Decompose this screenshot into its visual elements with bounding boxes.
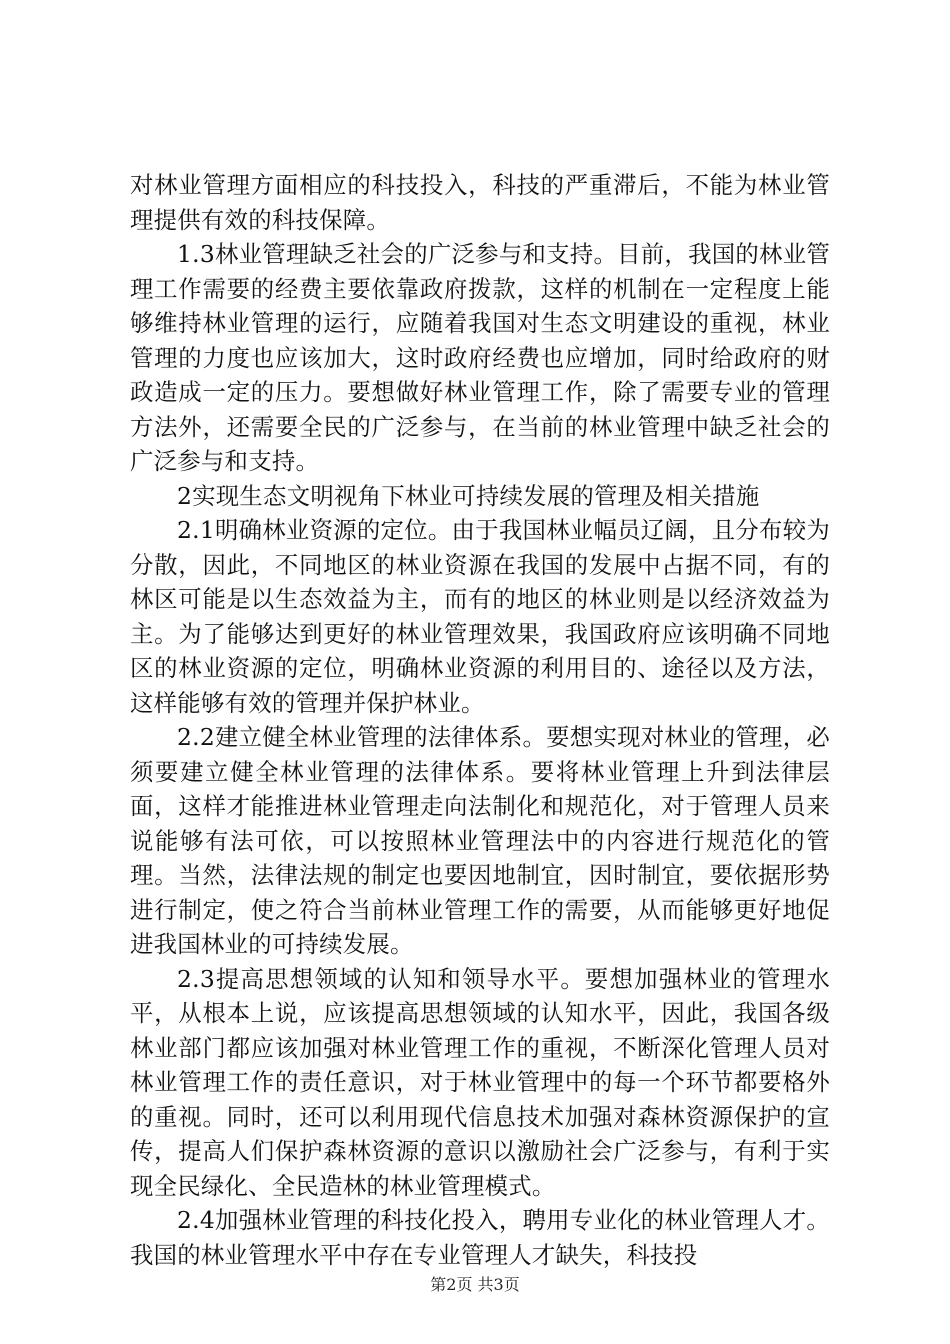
document-body [130,168,830,1272]
page-footer [0,1272,950,1295]
paragraph-2-4: 2.4加强林业管理的科技化投入，聘用专业化的林业管理人才。我国的林业管理水平中存在专业管理人才缺失，科技投 [130,1206,830,1269]
paragraph-1-3: 1.3林业管理缺乏社会的广泛参与和支持。目前，我国的林业管理工作需要的经费主要依靠政府拨款，这样的机制在一定程度上能够维持林业管理的运行，应随着我国对生态文明建设的重视，林业管理的力度也应该加大，这时政府经费也应增加，同时给政府的财政造成一定的压力。要想做好林业管理工作，除了需要专业的管理方法外，还需要全民的广泛参与，在当前的林业管理中缺乏社会的广泛参与和支持。 [130,240,830,475]
paragraph-2-2: 2.2建立健全林业管理的法律体系。要想实现对林业的管理，必须要建立健全林业管理的法律体系。要将林业管理上升到法律层面，这样才能推进林业管理走向法制化和规范化，对于管理人员来说能够有法可依，可以按照林业管理法中的内容进行规范化的管理。当然，法律法规的制定也要因地制宜，因时制宜，要依据形势进行制定，使之符合当前林业管理工作的需要，从而能够更好地促进我国林业的可持续发展。 [130,723,830,958]
section-heading-2: 2实现生态文明视角下林业可持续发展的管理及相关措施 [177,481,760,510]
paragraph-continuation: 对林业管理方面相应的科技投入，科技的严重滞后，不能为林业管理提供有效的科技保障。 [130,171,830,234]
paragraph-2-3: 2.3提高思想领域的认知和领导水平。要想加强林业的管理水平，从根本上说，应该提高思想领域的认知水平，因此，我国各级林业部门都应该加强对林业管理工作的重视，不断深化管理人员对林业管理工作的责任意识，对于林业管理中的每一个环节都要格外的重视。同时，还可以利用现代信息技术加强对森林资源保护的宣传，提高人们保护森林资源的意识以激励社会广泛参与，有利于实现全民绿化、全民造林的林业管理模式。 [130,964,830,1200]
page-number-label: 第2页 共3页 [430,1275,520,1294]
paragraph-2-1: 2.1明确林业资源的定位。由于我国林业幅员辽阔，且分布较为分散，因此，不同地区的林业资源在我国的发展中占据不同，有的林区可能是以生态效益为主，而有的地区的林业则是以经济效益为主。为了能够达到更好的林业管理效果，我国政府应该明确不同地区的林业资源的定位，明确林业资源的利用目的、途径以及方法，这样能够有效的管理并保护林业。 [130,516,830,717]
